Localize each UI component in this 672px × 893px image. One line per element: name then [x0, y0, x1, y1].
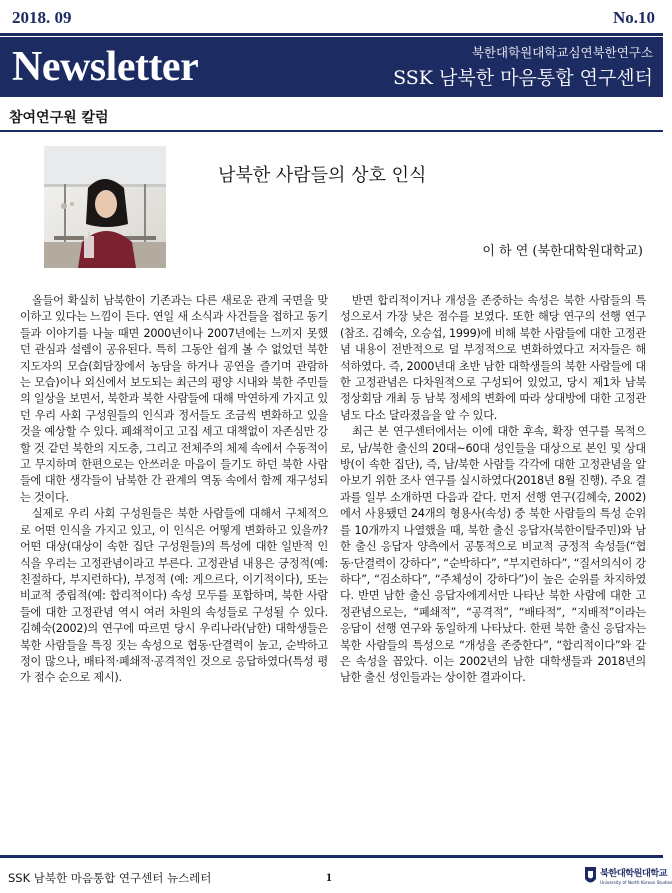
paragraph: 올들어 확실히 남북한이 기존과는 다른 새로운 관계 국면을 맞이하고 있다는 느낌이 든다. 연일 새 소식과 사건들을 접하고 동기들과 이야기를 나눌 때면 2000년이나 2007년에는 느끼지 못했던 관심과 설렘이 공유된다. 특히 그동안 쉽게 볼 수 없었던 북한 지도자의 모습(회담장에서 농담을 하거나 공연을 즐기며 관람하는 모습)이나 외신에서 보도되는 최근의 평양 시내와 북한 주민들의 일상을 보면서, 북한과 북한 사람들에 대해 막연하게 가지고 있던 우리 사회 구성원들의 인식과 정서들도 조금씩 변화하고 있을 것을 예상할 수 있다. 폐쇄적이고 고집 세고 대책없이 자존심만 강할 것 같던 북한의 지도층, 그리고 전체주의 체제 속에서 수동적이고 무지하며 한편으로는 안쓰러운 마음이 들기도 하던 북한 사람들에 대한 생각들이 남북한 간 관계의 역동 속에서 함께 재구성되는 것이다.	[20, 294, 328, 504]
issue-number: No.10	[612, 8, 655, 27]
logo-english-name: University of North Korean Studies	[600, 880, 672, 885]
university-emblem-icon	[583, 865, 598, 887]
masthead	[0, 37, 663, 97]
center-name: SSK 남북한 마음통합 연구센터	[393, 67, 653, 89]
article-author: 이 하 연 (북한대학원대학교)	[482, 244, 643, 259]
paragraph: 실제로 우리 사회 구성원들은 북한 사람들에 대해서 구체적으로 어떤 인식을 가지고 있고, 이 인식은 어떻게 변화하고 있을까? 어떤 대상(대상이 속한 집단 구성원들)의 특성에 대한 일반적 인식을 우리는 고정관념이라고 부른다. 고정관념 내용은 긍정적(예: 친절하다, 부지런하다), 부정적 (예: 게으르다, 이기적이다), 또는 비교적 중립적(예: 합리적이다) 속성 모두를 포함하며, 북한 사람들에 대한 고정관념 역시 여러 차원의 속성들로 구성될 수 있다. 김혜숙(2002)의 연구에 따르면 당시 우리나라(남한) 대학생들은 북한 사람들을 특징 짓는 속성으로 협동·단결력이 높고, 순박하고 정이 많으나, 배타적·폐쇄적·공격적인 것으로 응답하였다(특성 평가 점수 순으로 제시).	[20, 507, 328, 685]
paragraph: 반면 합리적이거나 개성을 존중하는 속성은 북한 사람들의 특성으로서 가장 낮은 점수를 보였다. 또한 해당 연구의 선행 연구(참조. 김혜숙, 오승섭, 1999)에 비해 북한 사람들에 대한 고정관념 내용이 전반적으로 덜 부정적으로 변화하였다고 저자들은 해석하였다. 즉, 2000년대 초반 남한 대학생들의 북한 사람들에 대한 고정관념은 다차원적으로 구성되어 있었고, 당시 제1차 남북정상회담 개최 등 남북 정세의 변화에 따라 상대방에 대한 고정관념도 다소 달라졌음을 알 수 있다.	[340, 294, 646, 422]
issue-date: 2018. 09	[12, 8, 72, 27]
footer-divider	[0, 855, 663, 858]
article-column-right	[340, 293, 646, 687]
university-logo	[583, 863, 672, 891]
article-column-left	[20, 293, 328, 687]
section-divider	[0, 130, 663, 132]
paragraph: 최근 본 연구센터에서는 이에 대한 후속, 확장 연구를 목적으로, 남/북한 출신의 20대~60대 성인들을 대상으로 본인 및 상대방(이 속한 집단), 즉, 남/북한 사람들 각각에 대한 고정관념을 알아보기 위한 조사 연구를 실시하였다(2018년 8월 진행). 주요 결과를 일부 소개하면 다음과 같다. 먼저 선행 연구(김혜숙, 2002)에서 사용됐던 24개의 형용사(속성) 중 북한 사람들의 특성 순위를 10개까지 나열했을 때, 북한 출신 응답자(북한이탈주민)와 남한 출신 응답자 양측에서 공통적으로 비교적 긍정적 속성들(“협동·단결력이 강하다”, “순박하다”, “부지런하다”, “질서의식이 강하다”, “검소하다”, “주체성이 강하다”)이 높은 순위를 차지하였다. 반면 남한 출신 응답자에게서만 나타난 북한 사람에 대한 고정관념으로는, “폐쇄적”, “공격적”, “배타적”, “지배적”이라는 응답이 선행 연구와 동일하게 나타났다. 한편 북한 출신 응답자는 북한 사람들의 특성으로 “개성을 존중한다”, “합리적이다”와 같은 속성을 꼽았다. 이는 2002년의 남한 대학생들과 2018년의 남한 출신 성인들과는 상이한 결과이다.	[340, 425, 646, 685]
page-number: 1	[326, 870, 332, 884]
masthead-title: Newsletter	[12, 44, 199, 90]
logo-university-name: 북한대학원대학교	[600, 868, 668, 879]
author-photo-image	[44, 146, 166, 268]
institute-name: 북한대학원대학교심연북한연구소	[471, 45, 653, 60]
top-divider	[0, 33, 663, 36]
author-photo	[44, 146, 166, 268]
article-title: 남북한 사람들의 상호 인식	[218, 165, 427, 186]
footer-newsletter-name: SSK 남북한 마음통합 연구센터 뉴스레터	[8, 871, 212, 885]
section-label: 참여연구원 칼럼	[9, 110, 109, 126]
